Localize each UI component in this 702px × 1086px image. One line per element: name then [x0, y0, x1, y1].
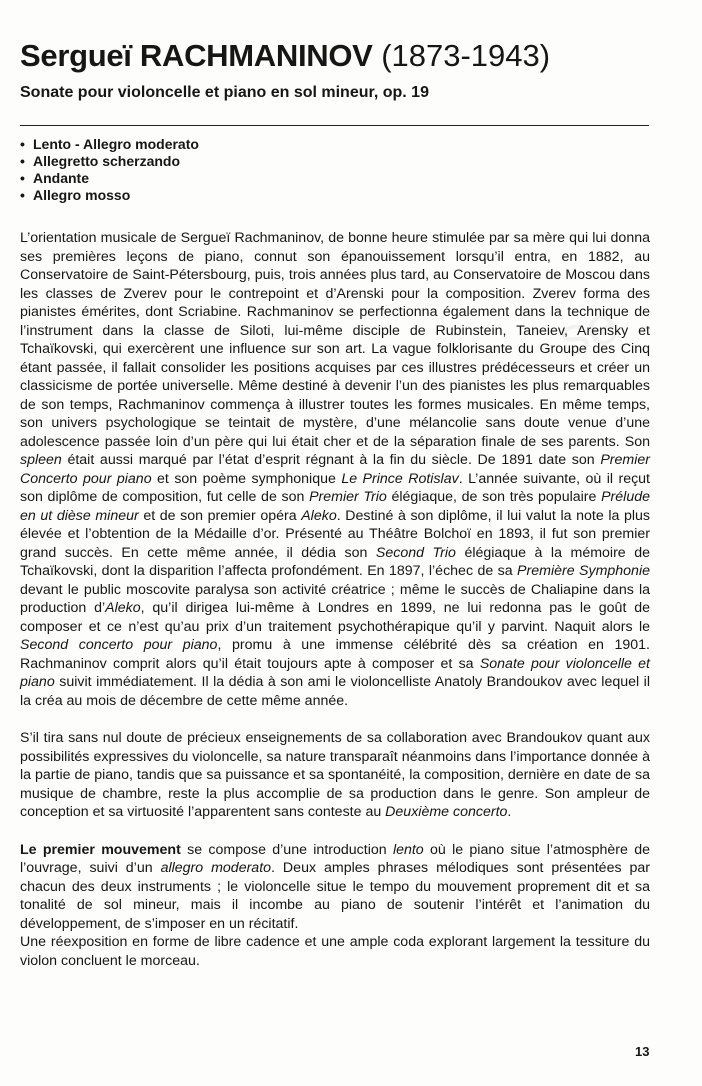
text-run: et son poème symphonique: [151, 470, 342, 487]
page-title: [20, 36, 550, 76]
composer-years: (1873-1943): [381, 38, 551, 73]
divider-rule: [20, 125, 649, 126]
italic-run: Second concerto pour piano: [20, 637, 218, 653]
movement-list: [20, 136, 199, 204]
watermark: se: [551, 293, 626, 369]
text-run: . Destiné à son diplôme, il lui valut la note la plus élevée et l’obtention de la Médaille d’or. Présenté au Théâtre Bolchoï en 1893, il fut son premier grand succès. En cette même année, il dédia son: [20, 507, 650, 561]
italic-run: Le Prince Rotislav: [341, 470, 459, 487]
italic-run: Second Trio: [375, 544, 456, 561]
italic-run: Premier Concerto pour piano: [20, 452, 650, 487]
text-run: où le piano situe l’atmosphère de l’ouvrage, suivi d’un: [20, 841, 650, 876]
italic-run: spleen: [20, 452, 62, 468]
text-run: devant le public moscovite paralysa son activité créatrice ; même le succès de Chaliapine dans la production d’: [20, 581, 650, 616]
text-run: . Deux amples phrases mélodiques sont présentées par chacun des deux instruments ; le violoncelle situe le tempo du mouvement proprement dit et sa tonalité de sol mineur, mais il incombe au piano de soutenir l’intérêt et l’animation du développement, de s’imposer en un récitatif.: [20, 860, 651, 932]
text-run: . L’année suivante, où il reçut son diplôme de composition, fut celle de son: [20, 470, 651, 505]
italic-run: Sonate pour violoncelle et piano: [20, 655, 650, 690]
text-run: .: [507, 804, 512, 820]
composer-name: Sergueï RACHMANINOV: [20, 38, 373, 73]
italic-run: Premier Trio: [309, 489, 387, 505]
text-run: se compose d’une introduction: [180, 841, 393, 858]
bold-run: Le premier mouvement: [20, 841, 181, 858]
list-item: • Allegretto scherzando: [20, 153, 199, 170]
text-run: , promu à une immense célébrité dès sa création en 1901. Rachmaninov comprit alors qu’il était toujours apte à composer et sa: [20, 637, 650, 672]
italic-run: Prélude en ut dièse mineur: [20, 489, 650, 524]
list-item: • Andante: [20, 170, 199, 187]
text-run: , qu’il dirigea lui-même à Londres en 1899, ne lui redonna pas le goût de composer et ce n’est qu’au prix d’un traitement psychothérapique qu’il y parvint. Naquit alors le: [20, 600, 650, 635]
text-run: suivit immédiatement. Il la dédia à son ami le violoncelliste Anatoly Brandoukov avec lequel il la créa au mois de décembre de cette même année.: [20, 674, 650, 709]
paragraph: [20, 933, 650, 970]
text-run: L’orientation musicale de Sergueï Rachmaninov, de bonne heure stimulée par sa mère qui lui donna ses premières leçons de piano, connut son épanouissement lorsqu’il entra, en 1882, au Conservatoire de Saint-Pétersbourg, puis, trois années plus tard, au Conservatoire de Moscou dans les classes de Zverev pour le contrepoint et d’Arenski pour la composition. Zverev forma des pianistes émérites, dont Scriabine. Rachmaninov se perfectionna également dans la technique de l’instrument dans la classe de Siloti, lui-même disciple de Rubinstein, Taneiev, Arensky et Tchaïkovski, qui exercèrent une influence sur son art. La vague folklorisante du Groupe des Cinq étant passée, il fallait consolider les positions acquises par ces illustres prédécesseurs et créer un classicisme de portée universelle. Même destiné à devenir l’un des pianistes les plus remarquables de son temps, Rachmaninov commença à illustrer toutes les formes musicales. En même temps, son univers psychologique se teintait de mystère, d’une mélancolie sans doute venue d’une adolescence passée loin d’un père qui lui était cher et de la séparation finale de ses parents. Son: [20, 230, 650, 450]
text-run: élégiaque, de son très populaire: [386, 489, 602, 505]
paragraph: [20, 841, 650, 934]
italic-run: Première Symphonie: [517, 563, 650, 579]
body-text: [20, 229, 650, 989]
italic-run: Aleko: [301, 507, 337, 524]
page-number: 13: [635, 1044, 650, 1059]
text-run: Une réexposition en forme de libre cadence et une ample coda explorant largement la tessiture du violon concluent le morceau.: [20, 934, 650, 969]
text-run: S’il tira sans nul doute de précieux enseignements de sa collaboration avec Brandoukov quant aux possibilités expressives du violoncelle, sa nature transparaît néanmoins dans l’importance donnée à la partie de piano, tandis que sa puissance et sa spontanéité, la composition, dernière en date de sa musique de chambre, reste la plus accomplie de sa production dans le genre. Son ampleur de conception et sa virtuosité l’apparentent sans conteste au: [20, 730, 650, 820]
paragraph: [20, 729, 650, 822]
italic-run: Aleko: [105, 600, 141, 616]
paragraph: [20, 229, 650, 710]
text-run: élégiaque à la mémoire de Tchaïkovski, dont la disparition l’affecta profondément. En 1897, l’échec de sa: [20, 544, 650, 579]
italic-run: lento: [392, 841, 424, 858]
text-run: était aussi marqué par l’état d’esprit régnant à la fin du siècle. De 1891 date son: [61, 452, 601, 468]
italic-run: Deuxième concerto: [385, 804, 508, 820]
list-item: • Lento - Allegro moderato: [20, 136, 199, 153]
work-title: Sonate pour violoncelle et piano en sol mineur, op. 19: [20, 84, 429, 101]
list-item: • Allegro mosso: [20, 187, 199, 204]
italic-run: allegro moderato: [160, 860, 272, 876]
text-run: et de son premier opéra: [138, 507, 302, 524]
